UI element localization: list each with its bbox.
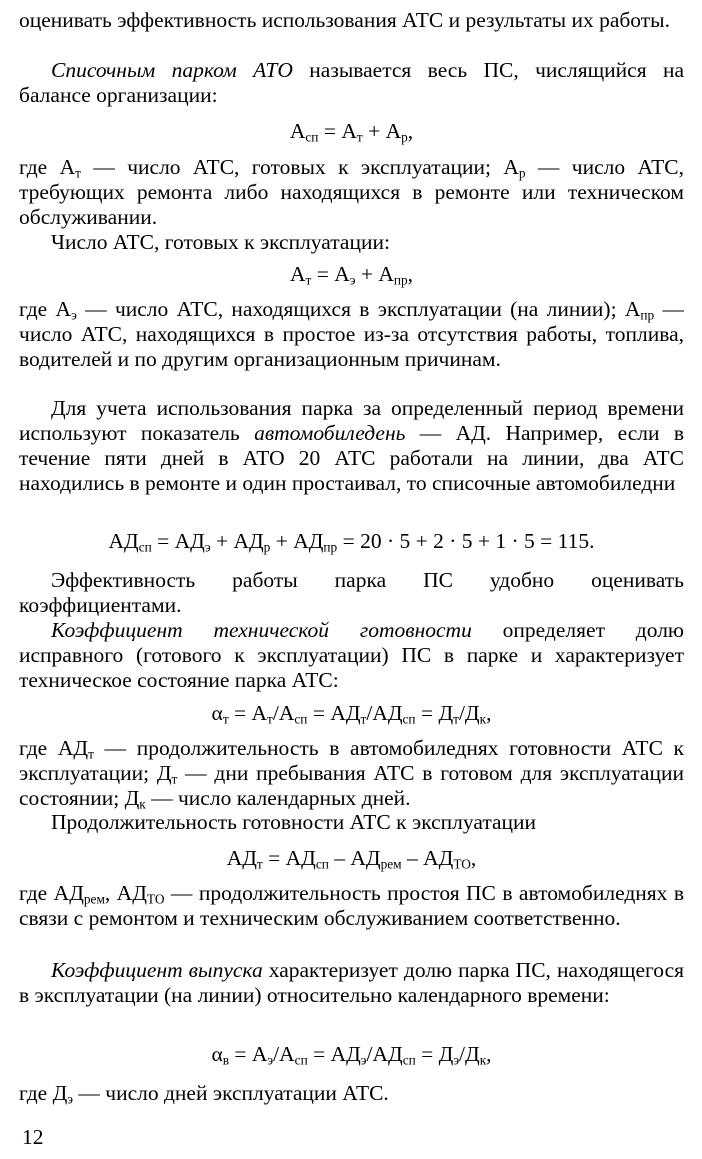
text-run: = АД (262, 846, 316, 870)
text-run: = АД (307, 1042, 361, 1066)
subscript: р (401, 129, 408, 145)
text-run: + А (355, 262, 394, 286)
paragraph (19, 881, 684, 931)
text-run: Число АТС, готовых к эксплуатации: (51, 230, 390, 254)
subscript: сп (138, 539, 152, 555)
subscript: ТО (453, 856, 471, 872)
page-number: 12 (22, 1125, 44, 1149)
text-run: = А (318, 119, 357, 143)
text-run: = Д (415, 1042, 454, 1066)
subscript: т (222, 711, 229, 727)
subscript: э (453, 1052, 460, 1068)
text-run: /Д (458, 701, 480, 725)
text-run: — число АТС, готовых к эксплуатации; А (80, 155, 519, 179)
paragraph (19, 58, 684, 108)
text-run: оценивать эффективность использования АТС и результаты их работы. (19, 8, 670, 32)
paragraph (19, 8, 684, 33)
subscript: э (349, 272, 356, 288)
text-run: = А (311, 262, 350, 286)
subscript: сп (402, 711, 416, 727)
text-run: = Д (415, 701, 454, 725)
text-run: — число дней эксплуатации АТС. (73, 1081, 389, 1105)
subscript: сп (294, 711, 308, 727)
subscript: в (222, 1052, 230, 1068)
text-run: — число АТС, находящихся в эксплуатации (на линии); А (76, 297, 641, 321)
subscript: сп (305, 129, 319, 145)
subscript: ТО (146, 891, 165, 907)
text-run: + АД (210, 529, 264, 553)
formula (19, 701, 684, 726)
subscript: пр (640, 307, 655, 323)
subscript: р (263, 539, 271, 555)
text-run: характеризует долю парка ПС, находящегося в эксплуатации (на линии) относительно календарного времени: (19, 958, 685, 1007)
text-run: где А (19, 297, 72, 321)
subscript: рем (83, 891, 105, 907)
text-run: , (470, 846, 477, 870)
text-run: – АД (328, 846, 381, 870)
subscript: сп (402, 1052, 416, 1068)
formula (19, 119, 684, 144)
text-run: /АД (366, 1042, 403, 1066)
text-run: определяет долю исправного (готового к эксплуатации) ПС в парке и характеризует техническое состояние парка АТС: (19, 618, 684, 692)
text-run: = А (228, 701, 268, 725)
text-run: где АД (19, 736, 89, 760)
italic-term: Коэффициент выпуска (51, 958, 263, 982)
paragraph (19, 396, 684, 496)
text-run: где АД (19, 881, 84, 905)
text-run: = А (229, 1042, 268, 1066)
text-run: /А (273, 1042, 295, 1066)
text-run: , (486, 701, 492, 725)
text-run: — число календарных дней. (145, 786, 411, 810)
formula (19, 846, 684, 871)
subscript: т (171, 771, 178, 787)
subscript: э (71, 307, 77, 323)
text-run: — дни пребывания АТС в готовом для эксплуатации состоянии; Д (19, 761, 684, 810)
text-run: где Д (19, 1081, 68, 1105)
text-run: , (407, 262, 414, 286)
text-run: /Д (459, 1042, 480, 1066)
text-run: , (407, 119, 414, 143)
text-run: — число АТС, находящихся в простое из-за отсутствия работы, топлива, водителей и по другим организационным причинам. (19, 297, 685, 371)
subscript: т (453, 711, 459, 727)
formula (19, 262, 684, 287)
text-run: = АД (151, 529, 205, 553)
subscript: т (356, 129, 363, 145)
text-run: + АД (270, 529, 324, 553)
subscript: пр (323, 539, 338, 555)
text-run: — продолжительность в автомобиледнях готовности АТС к эксплуатации; Д (19, 736, 684, 785)
subscript: к (139, 796, 146, 812)
text-run: АД (226, 846, 257, 870)
text-run: Эффективность работы парка ПС удобно оценивать коэффициентами. (19, 568, 684, 617)
subscript: т (256, 856, 263, 872)
text-run: А (289, 119, 306, 143)
text-run: А (289, 262, 306, 286)
text-run: /АД (366, 701, 403, 725)
text-run: где А (19, 155, 76, 179)
subscript: пр (393, 272, 408, 288)
subscript: к (479, 711, 487, 727)
subscript: э (204, 539, 211, 555)
paragraph (19, 230, 684, 255)
formula (19, 529, 684, 554)
subscript: сп (294, 1052, 308, 1068)
text-run: — продолжительность простоя ПС в автомобиледнях в связи с ремонтом и техническим обслуживанием соответственно. (19, 881, 684, 930)
subscript: т (267, 711, 273, 727)
paragraph (19, 297, 684, 372)
text-run: = АД (307, 701, 361, 725)
paragraph (19, 568, 684, 618)
subscript: э (360, 1052, 367, 1068)
subscript: э (267, 1052, 274, 1068)
subscript: т (305, 272, 312, 288)
text-run: α (211, 701, 223, 725)
text-run: + А (362, 119, 402, 143)
paragraph (19, 958, 684, 1008)
paragraph (19, 155, 684, 230)
subscript: рем (380, 856, 402, 872)
text-run: называется весь ПС, числящийся на балансе организации: (19, 58, 684, 107)
text-run: Для учета использования парка за определенный период времени используют показатель (19, 396, 684, 445)
formula (19, 1042, 684, 1067)
text-run: , АД (104, 881, 147, 905)
italic-term: Списочным парком АТО (51, 58, 293, 82)
paragraph (19, 1081, 684, 1106)
subscript: э (67, 1091, 74, 1107)
paragraph (19, 618, 684, 693)
paragraph (19, 736, 684, 811)
subscript: т (360, 711, 367, 727)
text-run: , (486, 1042, 492, 1066)
subscript: т (88, 746, 94, 762)
subscript: к (479, 1052, 487, 1068)
italic-term: Коэффициент технической готовности (51, 618, 472, 642)
text-run: — число АТС, требующих ремонта либо находящихся в ремонте или техническом обслуживании. (19, 155, 685, 229)
paragraph (19, 810, 684, 835)
subscript: р (518, 165, 526, 181)
subscript: сп (315, 856, 329, 872)
text-run: Продолжительность готовности АТС к эксплуатации (51, 810, 537, 834)
text-run: — АД. Например, если в течение пяти дней в АТО 20 АТС работали на линии, два АТС находились в ремонте и один простаивал, то списочные автомобиледни (19, 421, 684, 495)
text-run: /А (272, 701, 295, 725)
italic-term: автомобиледень (254, 421, 406, 445)
text-run: α (211, 1042, 223, 1066)
text-run: АД (108, 529, 139, 553)
subscript: т (75, 165, 81, 181)
text-run: = 20 · 5 + 2 · 5 + 1 · 5 = 115. (337, 529, 595, 553)
text-run: – АД (401, 846, 454, 870)
